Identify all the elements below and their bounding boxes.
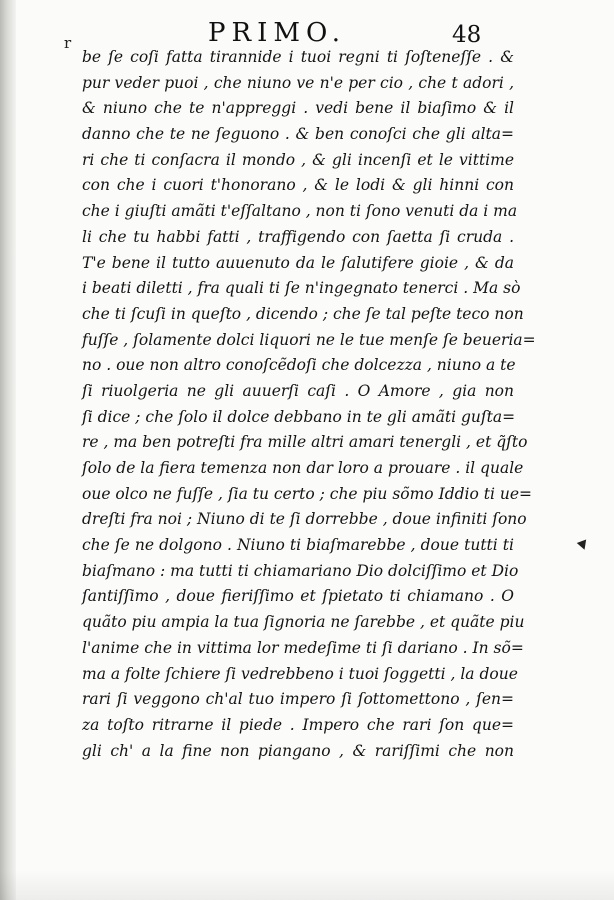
text-line: ma a folte ſchiere ſi vedrebbeno i tuoi ſoggetti , la doue — [82, 664, 518, 683]
text-line: i beati diletti , fra quali ti ſe n'ingegnato tenerci . Ma sò — [82, 279, 521, 298]
text-line: biaſmano : ma tutti ti chiamariano Dio dolciſſimo et Dio — [82, 561, 519, 580]
text-line: ri che ti conſacra il mondo , & gli incenſi et le vittime — [82, 150, 514, 169]
text-line: rari ſi veggono ch'al tuo impero ſi ſottomettono , ſen= — [82, 690, 514, 709]
text-line: che ſe ne dolgono . Niuno ti biaſmarebbe , doue tutti ti — [82, 536, 514, 555]
page-number: 48 — [452, 22, 482, 48]
text-line: l'anime che in vittima lor medeſime ti ſi dariano . In sõ= — [82, 638, 524, 657]
text-line: be ſe coſi fatta tirannide i tuoi regni ti ſoſteneſſe . & — [82, 48, 514, 66]
text-line: ſantiſſimo , doue fieriſſimo et ſpietato ti chiamano . O — [82, 587, 514, 606]
text-line: & niuno che te n'appreggi . vedi bene il biaſimo & il — [82, 99, 514, 118]
text-line: dreſti fra noi ; Niuno di te ſi dorrebbe , doue infiniti ſono — [82, 510, 527, 529]
text-line: re , ma ben potreſti fra mille altri amari tenergli , et q̃ſto — [82, 433, 528, 452]
text-line: quãto piu ampia la tua ſignoria ne ſarebbe , et quãte piu — [82, 613, 525, 632]
text-line: con che i cuori t'honorano , & le lodi & gli hinni con — [82, 176, 514, 195]
text-line: fuſſe , ſolamente dolci liquori ne le tue menſe ſe beueria= — [82, 330, 536, 349]
text-line: ſi riuolgeria ne gli auuerſi caſi . O Amore , gia non — [82, 381, 514, 400]
binding-gutter-shadow — [0, 0, 16, 900]
text-line: ſolo de la fiera temenza non dar loro a prouare . il quale — [82, 459, 524, 477]
text-line: T'e bene il tutto auuenuto da le ſalutifere gioie , & da — [82, 253, 514, 272]
text-line: che ti ſcuſi in queſto , dicendo ; che ſe tal peſte teco non — [82, 304, 524, 323]
text-line: pur veder puoi , che niuno ve n'e per cio , che t adori , — [82, 73, 514, 92]
corner-mark: r — [64, 34, 72, 52]
text-line: no . oue non altro conoſcẽdoſi che dolcezza , niuno a te — [82, 356, 516, 375]
page-bottom-shadow — [0, 870, 614, 900]
margin-mark — [577, 540, 589, 552]
text-line: danno che te ne ſeguono . & ben conoſci che gli alta= — [82, 125, 514, 144]
text-line: oue olco ne fuſſe , ſia tu certo ; che piu sõmo Iddio ti ue= — [82, 484, 533, 503]
text-line: li che tu habbi fatti , traffigendo con ſaetta ſi cruda . — [82, 227, 514, 246]
body-text — [82, 45, 536, 764]
text-line: gli ch' a la fine non piangano , & rariſſimi che non — [82, 741, 514, 760]
text-line: che i giuſti amãti t'eſſaltano , non ti ſono venuti da i ma — [82, 202, 518, 221]
text-line: za toſto ritrarne il piede . Impero che rari ſon que= — [82, 715, 514, 734]
text-line: ſi dice ; che ſolo il dolce debbano in te gli amãti guſta= — [82, 407, 516, 426]
running-head: PRIMO. — [208, 18, 347, 48]
